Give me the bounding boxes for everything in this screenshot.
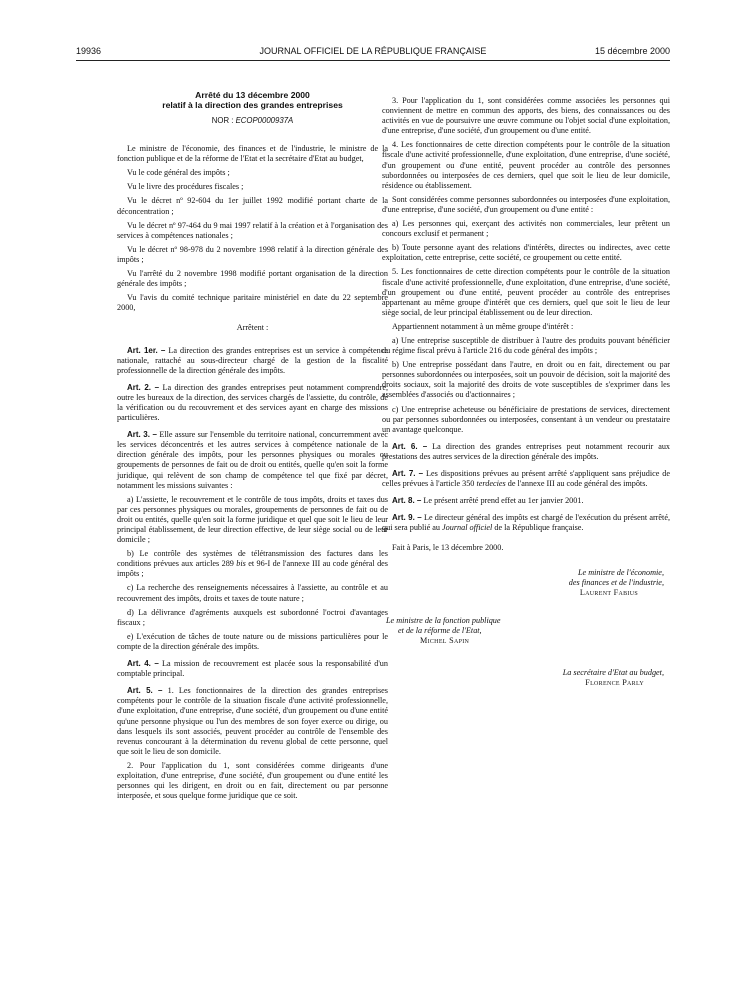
header-rule xyxy=(76,60,670,61)
article-text: La direction des grandes entreprises peut notamment comprendre, outre les bureaux de la direction, des services chargés de l'assiette, du contrôle, de la vérification ou du recouvrement et des services ayant en charge des missions particulières. xyxy=(117,382,389,423)
article-5-para-2: 2. Pour l'application du 1, sont considérées comme dirigeants d'une exploitation, d'une entreprise, d'une société, d'un groupement ou d'une entité les personnes qui les dirigent, en droit ou en fait, directement ou par personne interposée, et sous quelque forme juridique que ce soit. xyxy=(117,760,388,801)
item-italic: bis xyxy=(236,559,246,569)
signatory-name: Florence Parly xyxy=(585,678,644,688)
article-italic: Journal officiel xyxy=(442,523,493,533)
article-5-para-5b: b) Toute personne ayant des relations d'intérêts, directes ou indirectes, avec cette exploitation, cette entreprise, cette société, ce groupement ou cette entité. xyxy=(382,243,670,263)
visa-line: Vu l'arrêté du 2 novembre 1998 modifié portant organisation de la direction générale des impôts ; xyxy=(117,269,388,289)
article-5-para-4: 4. Les fonctionnaires de cette direction compétents pour le contrôle de la situation fiscale d'une activité professionnelle, d'une exploitation, d'une entreprise, d'une société, d'un groupement ou d'une entité, peuvent procéder au contrôle des personnes subordonnées ou interposées de ces derniers, quel que soit le lieu de leur domicile, résidence ou établissement. xyxy=(382,140,670,190)
signature-block-economy xyxy=(382,568,670,598)
nor-label: NOR : xyxy=(211,116,236,125)
article-label: Art. 8. – xyxy=(392,496,422,506)
article-label: Art. 1er. – xyxy=(127,345,166,355)
page-number: 19936 xyxy=(76,46,102,56)
article-label: Art. 5. – xyxy=(127,686,163,696)
article-text: de la République française. xyxy=(492,523,584,533)
journal-title: JOURNAL OFFICIEL DE LA RÉPUBLIQUE FRANÇAISE xyxy=(259,46,487,56)
article-5 xyxy=(117,686,388,757)
article-3-item-e: e) L'exécution de tâches de toute nature ou de missions particulières pour le compte de la direction générale des impôts. xyxy=(117,631,388,651)
arretent-heading: Arrêtent : xyxy=(236,323,269,333)
signature-title: des finances et de l'industrie, xyxy=(568,577,664,587)
visa-line: Vu le décret nº 98-978 du 2 novembre 1998 relatif à la direction générale des impôts ; xyxy=(117,244,388,264)
article-3-item-c: c) La recherche des renseignements nécessaires à l'assiette, au contrôle et au recouvrement des impôts, droits et taxes de toute nature ; xyxy=(117,583,388,603)
item-text: b) Le contrôle des systèmes de télétransmission des factures dans les conditions prévues aux articles 289 xyxy=(117,549,388,569)
signature-title: Le ministre de l'économie, xyxy=(577,567,664,577)
article-text: 1. Les fonctionnaires de la direction des grandes entreprises compétents pour le contrôle de la situation fiscale d'une activité professionnelle, d'une exploitation, d'une entreprise, d'une société, d'un groupement ou d'une entité qu'une personne physique ou l'un des membres de son foyer exerce ou dirige, ou dans lesquels ils sont associés, peuvent procéder au contrôle de l'ensemble des revenus concourant à la détermination du revenu global de cette personne, quel que soit le lieu de son domicile. xyxy=(117,686,388,756)
signature-title: La secrétaire d'Etat au budget, xyxy=(562,668,664,678)
article-5-para-3: 3. Pour l'application du 1, sont considérées comme associées les personnes qui conviennent de mettre en commun des apports, des biens, des connaissances ou des activités en vue de poursuivre une œuvre commune ou l'objet social d'une exploitation, d'une entreprise, d'une société, d'un groupement ou d'une entité. xyxy=(382,96,670,136)
visa-line: Vu le livre des procédures fiscales ; xyxy=(127,182,244,192)
article-text: La mission de recouvrement est placée sous la responsabilité d'un comptable principal. xyxy=(117,659,388,679)
article-label: Art. 2. – xyxy=(127,382,160,392)
article-6 xyxy=(382,442,670,462)
article-text: Elle assure sur l'ensemble du territoire national, concurremment avec les services déconcentrés et les autres services à compétence nationale de la direction générale des impôts, pour les personnes physiques ou morales ou groupements de personnes de fait ou de droit ou entités, quelle qu'en soit la forme juridique, qui relèvent de son champ de compétence tel que fixé par décret, notamment les missions suivantes : xyxy=(117,430,389,490)
visa-line: Vu le décret nº 97-464 du 9 mai 1997 relatif à la création et à l'organisation des services à compétences nationales ; xyxy=(117,220,388,240)
article-9 xyxy=(382,513,670,533)
article-3-item-a: a) L'assiette, le recouvrement et le contrôle de tous impôts, droits et taxes dus par ces personnes physiques ou morales, groupements de personnes de fait ou de droit ou entités, quelle qu'en soit la forme juridique et quel que soit le lieu de leur principal établissement, de leur direction effective, de leur siège social ou de leur domicile ; xyxy=(117,494,388,545)
article-4 xyxy=(117,659,388,679)
article-label: Art. 7. – xyxy=(392,469,424,478)
decree-title-line1: Arrêté du 13 décembre 2000 xyxy=(195,90,310,100)
article-label: Art. 4. – xyxy=(127,659,159,669)
article-3-item-b xyxy=(117,549,388,579)
signatory-name: Michel Sapin xyxy=(420,636,470,646)
signature-block-public-service xyxy=(382,616,670,646)
decree-title xyxy=(117,90,388,110)
article-3-item-d: d) La délivrance d'agréments auxquels est subordonné l'octroi d'avantages fiscaux ; xyxy=(117,607,388,627)
article-3 xyxy=(117,430,388,491)
article-text: Le présent arrêté prend effet au 1er janvier 2001. xyxy=(423,496,584,506)
article-5-para-7c: c) Une entreprise acheteuse ou bénéficiaire de prestations de services, directement ou par personnes subordonnées ou interposées, consentant à un vendeur ou prestataire un avantage quelconque. xyxy=(382,404,670,434)
article-label: Art. 9. – xyxy=(392,513,422,523)
article-5-para-7b: b) Une entreprise possédant dans l'autre, en droit ou en fait, directement ou par personnes subordonnées ou interposées, soit un pouvoir de décision, soit la majorité des droits sociaux, soit la majorité des droits de vote susceptibles de s'exprimer dans les assemblées d'associés ou d'actionnaires ; xyxy=(382,360,670,400)
article-label: Art. 6. – xyxy=(392,441,428,451)
visa-line: Vu le décret nº 92-604 du 1er juillet 1992 modifié portant charte de la déconcentration ; xyxy=(117,196,388,216)
article-8 xyxy=(382,496,670,506)
article-7 xyxy=(382,469,670,489)
signing-place-date: Fait à Paris, le 13 décembre 2000. xyxy=(392,543,504,553)
visa-line: Vu le code général des impôts ; xyxy=(127,168,230,178)
article-text: Les dispositions prévues au présent arrêté s'appliquent sans préjudice de celles prévues à l'article 350 xyxy=(382,469,671,489)
article-italic: terdecies xyxy=(476,479,506,489)
article-5-para-7a: a) Une entreprise susceptible de distribuer à l'autre des produits pouvant bénéficier du régime fiscal prévu à l'article 216 du code général des impôts ; xyxy=(382,335,670,356)
signature-block-budget xyxy=(382,668,670,688)
signatory-name: Laurent Fabius xyxy=(579,587,638,597)
article-text: de l'annexe III au code général des impôts. xyxy=(505,479,648,489)
visa-line: Vu l'avis du comité technique paritaire ministériel en date du 22 septembre 2000, xyxy=(117,293,388,313)
article-5-para-5: Sont considérées comme personnes subordonnées ou interposées d'une exploitation, d'une entreprise, d'une société, d'un groupement ou d'une entité : xyxy=(382,194,670,214)
article-5-para-6: 5. Les fonctionnaires de cette direction compétents pour le contrôle de la situation fiscale d'une activité professionnelle, d'une exploitation, d'une entreprise, d'une société, d'un groupement ou d'une entité, peuvent procéder au contrôle des entreprises appartenant au même groupe d'intérêt que ces derniers, quel que soit le lieu de leur siège social, de leur principal établissement ou de leur direction. xyxy=(382,267,670,317)
article-label: Art. 3. – xyxy=(127,430,157,440)
article-2 xyxy=(117,383,388,423)
article-5-para-7: Appartiennent notamment à un même groupe d'intérêt : xyxy=(392,321,574,331)
article-text: La direction des grandes entreprises est un service à compétence nationale, rattaché au sous-directeur chargé de la gestion de la fiscalité professionnelle de la direction générale des impôts. xyxy=(117,345,389,375)
article-text: La direction des grandes entreprises peut notamment recourir aux prestations des autres services de la direction générale des impôts. xyxy=(382,441,671,461)
article-text: Le directeur général des impôts est chargé de l'exécution du présent arrêté, qui sera publié au xyxy=(382,513,671,533)
preamble-intro: Le ministre de l'économie, des finances et de l'industrie, le ministre de la fonction publique et de la réforme de l'Etat et la secrétaire d'Etat au budget, xyxy=(117,144,388,164)
article-1 xyxy=(117,346,388,376)
right-column xyxy=(382,96,670,692)
nor-code: ECOP0000937A xyxy=(235,116,294,125)
left-column xyxy=(117,90,388,805)
nor-reference xyxy=(117,116,388,126)
decree-title-line2: relatif à la direction des grandes entreprises xyxy=(162,100,343,110)
signature-title: et de la réforme de l'Etat, xyxy=(398,625,482,635)
item-text: et 96-I de l'annexe III au code général des impôts ; xyxy=(117,559,388,579)
signature-title: Le ministre de la fonction publique xyxy=(386,615,501,625)
publication-date: 15 décembre 2000 xyxy=(594,46,670,56)
article-5-para-5a: a) Les personnes qui, exerçant des activités non commerciales, leur prêtent un concours exclusif et permanent ; xyxy=(382,219,670,239)
